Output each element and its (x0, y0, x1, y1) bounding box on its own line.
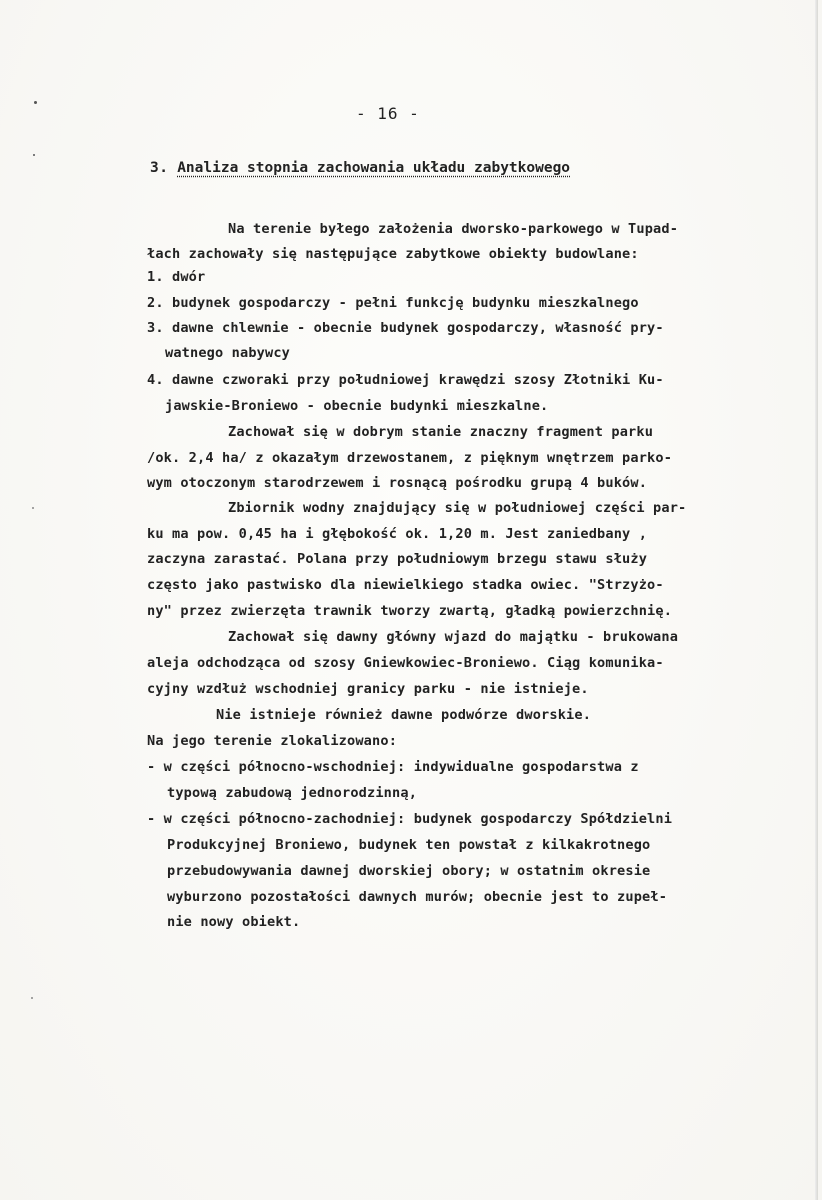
body-line: Nie istnieje również dawne podwórze dworskie. (216, 707, 592, 723)
bullet-item-continuation: przebudowywania dawnej dworskiej obory; w ostatnim okresie (167, 863, 651, 879)
body-line: aleja odchodząca od szosy Gniewkowiec-Broniewo. Ciąg komunika- (147, 655, 664, 671)
list-item: 4. dawne czworaki przy południowej krawędzi szosy Złotniki Ku- (147, 372, 664, 388)
body-line: cyjny wzdłuż wschodniej granicy parku - nie istnieje. (147, 681, 589, 697)
section-number: 3. (150, 160, 169, 176)
bullet-item-continuation: typową zabudową jednorodzinną, (167, 785, 418, 801)
list-item: 1. dwór (147, 269, 206, 285)
body-line: Na jego terenie zlokalizowano: (147, 733, 398, 749)
body-line: Zachował się w dobrym stanie znaczny fragment parku (228, 424, 654, 440)
body-line: Na terenie byłego założenia dworsko-parkowego w Tupad- (228, 221, 679, 237)
body-line: ku ma pow. 0,45 ha i głębokość ok. 1,20 m. Jest zaniedbany , (147, 526, 648, 542)
scan-speck (31, 997, 33, 999)
section-heading (150, 160, 570, 176)
list-item: 2. budynek gospodarczy - pełni funkcję budynku mieszkalnego (147, 295, 639, 311)
body-line: Zachował się dawny główny wjazd do majątku - brukowana (228, 629, 679, 645)
body-line: wym otoczonym starodrzewem i rosnącą pośrodku grupą 4 buków. (147, 475, 648, 491)
list-item: 3. dawne chlewnie - obecnie budynek gospodarczy, własność pry- (147, 320, 664, 336)
scan-speck (33, 154, 35, 156)
body-line: często jako pastwisko dla niewielkiego stadka owiec. "Strzyżo- (147, 577, 664, 593)
bullet-item: - w części północno-wschodniej: indywidualne gospodarstwa z (147, 759, 639, 775)
body-line: /ok. 2,4 ha/ z okazałym drzewostanem, z pięknym wnętrzem parko- (147, 450, 673, 466)
bullet-item-continuation: nie nowy obiekt. (167, 914, 301, 930)
bullet-item-continuation: wyburzono pozostałości dawnych murów; obecnie jest to zupeł- (167, 889, 668, 905)
bullet-item: - w części północno-zachodniej: budynek gospodarczy Spółdzielni (147, 811, 673, 827)
body-line: zaczyna zarastać. Polana przy południowym brzegu stawu służy (147, 551, 648, 567)
scan-speck (34, 101, 37, 104)
body-line: łach zachowały się następujące zabytkowe obiekty budowlane: (147, 246, 639, 262)
page-edge (815, 0, 818, 1200)
scan-speck (32, 507, 34, 509)
section-title: Analiza stopnia zachowania układu zabytkowego (177, 160, 571, 176)
list-item-continuation: watnego nabywcy (165, 345, 291, 361)
body-line: Zbiornik wodny znajdujący się w południowej części par- (228, 500, 687, 516)
list-item-continuation: jawskie-Broniewo - obecnie budynki mieszkalne. (165, 398, 549, 414)
page-number: - 16 - (356, 104, 420, 123)
bullet-item-continuation: Produkcyjnej Broniewo, budynek ten powstał z kilkakrotnego (167, 837, 651, 853)
body-line: ny" przez zwierzęta trawnik tworzy zwartą, gładką powierzchnię. (147, 603, 673, 619)
